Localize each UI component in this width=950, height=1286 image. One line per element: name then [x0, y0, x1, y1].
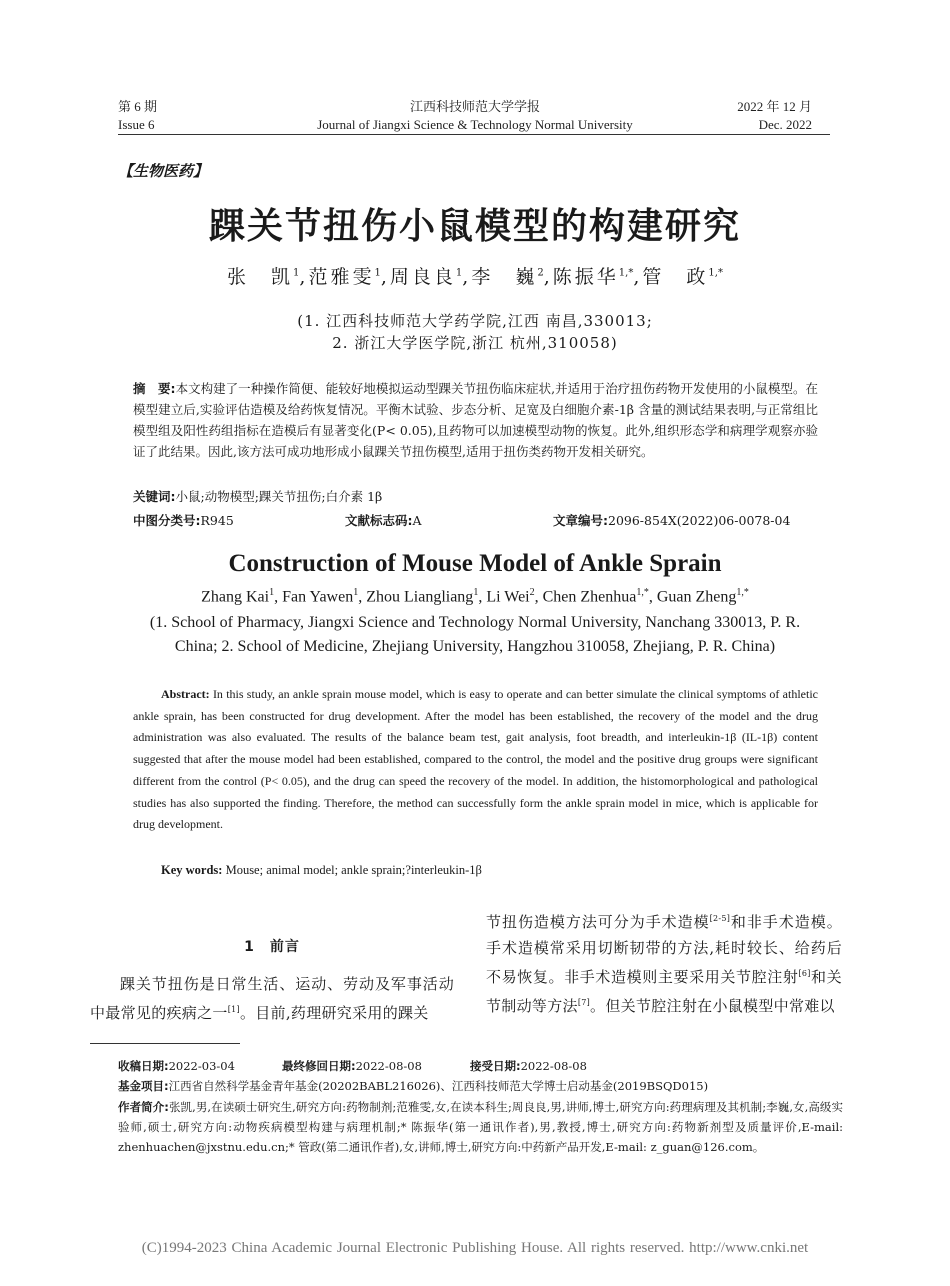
accepted-label: 接受日期: — [470, 1059, 521, 1073]
affiliation-cn-line-1: (1. 江西科技师范大学药学院,江西 南昌,330013; — [297, 312, 653, 330]
author-cn: 管 政 — [642, 266, 709, 288]
abstract-en-text: In this study, an ankle sprain mouse model, which is easy to operate and can better simulate the clinical symptoms of athletic ankle sprain, has been constructed for drug development. After the model has been established, the recovery of the model and the drug administration was also evaluated. The results of the balance beam test, gait analysis, foot breadth, and interleukin-1β (IL-1β) content suggested that after the mouse model had been established, compared to the control, the model and the positive drug groups were significant different from the control (P< 0.05), and the drug can speed the recovery of the model. In addition, the histomorphological and pathological studies has also supported the finding. Therefore, the method can successfully form the ankle sprain model in mice, which is applicable for drug development. — [133, 687, 819, 832]
date-en: Dec. 2022 — [758, 117, 812, 132]
author-sup: 2 — [537, 267, 544, 279]
bio-text: 张凯,男,在读硕士研究生,研究方向:药物制剂;范雅雯,女,在读本科生;周良良,男,讲师,博士,研究方向:药理病理及其机制;李巍,女,高级实验师,硕士,研究方向:动物疾病模型构建与病理机制;* 陈振华(第一通讯作者),男,教授,博士,研究方向:药物新剂型及质量评价,E-mail: zhenhuachen@jxstnu.edu.cn;* 管政(第二通讯作者),女,讲师,博士,研究方向:中药新产品开发,E-mail: z_guan@126.com。 — [118, 1100, 843, 1154]
body-text: 。但关节腔注射在小鼠模型中常难以 — [590, 997, 835, 1015]
revised-date — [282, 1056, 422, 1076]
footnote-rule — [90, 1043, 240, 1044]
author-sup: 1 — [455, 267, 463, 279]
author-en: Chen Zhenhua — [542, 588, 637, 606]
keywords-en-label: Key words: — [161, 863, 223, 877]
body-text: 和非手术造模。手术造模常采用切断韧带的方法,耗时较长、给药后不易恢复。非手术造模则主要采用关节腔注射 — [486, 913, 842, 986]
author-en: Zhang Kai — [201, 588, 270, 606]
accepted-date — [470, 1056, 587, 1076]
body-text: 踝关节扭伤是日常生活、运动、劳动及军事活动中最常见的疾病之一 — [90, 975, 454, 1022]
doc-value: A — [412, 513, 422, 528]
author-en: Zhou Liangliang — [366, 588, 474, 606]
article-value: 2096-854X(2022)06-0078-04 — [608, 513, 791, 528]
accepted-value: 2022-08-08 — [520, 1059, 587, 1073]
abstract-en-label: Abstract: — [161, 687, 210, 701]
abstract-en — [133, 684, 818, 836]
author-en: Fan Yawen — [282, 588, 354, 606]
keywords-en — [161, 860, 821, 880]
author-sup: 1,* — [708, 267, 723, 279]
author-cn: 周良良 — [389, 266, 456, 288]
affiliation-cn — [0, 310, 950, 354]
header-rule — [118, 134, 830, 135]
footnote-author-bio — [118, 1097, 843, 1157]
journal-cn: 江西科技师范大学学报 — [409, 99, 540, 114]
clc-value: R945 — [200, 513, 234, 528]
document-code — [345, 511, 422, 531]
received-value: 2022-03-04 — [168, 1059, 235, 1073]
body-right-column — [486, 906, 842, 1019]
title-cn: 踝关节扭伤小鼠模型的构建研究 — [208, 206, 741, 247]
revised-label: 最终修回日期: — [282, 1059, 356, 1073]
keywords-en-text: Mouse; animal model; ankle sprain;?interleukin-1β — [225, 863, 482, 877]
citation: [1] — [227, 1005, 240, 1014]
author-sup: 1 — [473, 587, 479, 598]
author-en: Guan Zheng — [656, 588, 737, 606]
citation: [2-5] — [709, 914, 731, 923]
authors-cn: 张 凯$^1$,范雅雯$^1$,周良良$^1$,李 巍$^2$,陈振华$^{1,*}$,管 政$^{1,*}$ — [227, 266, 723, 288]
author-sup: 1 — [293, 267, 300, 279]
bio-label: 作者简介: — [118, 1100, 169, 1114]
received-label: 收稿日期: — [118, 1059, 169, 1073]
author-sup: 1 — [269, 587, 275, 598]
revised-value: 2022-08-08 — [355, 1059, 422, 1073]
body-text: 节扭伤造模方法可分为手术造模 — [486, 913, 710, 931]
title-en: Construction of Mouse Model of Ankle Sprain — [228, 550, 722, 577]
abstract-cn — [133, 378, 818, 462]
citation: [6] — [798, 969, 811, 978]
author-sup: 1 — [353, 587, 359, 598]
author-sup: 1 — [374, 267, 381, 279]
affiliation-cn-line-2: 2. 浙江大学医学院,浙江 杭州,310058) — [332, 334, 618, 352]
author-sup: 2 — [529, 587, 535, 598]
section-heading-introduction: 1 前言 — [244, 939, 300, 955]
citation: [7] — [577, 998, 591, 1007]
footnote-fund — [118, 1076, 843, 1096]
article-label: 文章编号: — [553, 513, 608, 528]
author-cn: 李 巍 — [471, 266, 538, 288]
clc-number — [133, 511, 234, 531]
author-cn: 张 凯 — [227, 266, 294, 288]
journal-en: Journal of Jiangxi Science & Technology Normal University — [317, 117, 633, 132]
author-sup: 1,* — [736, 587, 749, 598]
affiliation-en: (1. School of Pharmacy, Jiangxi Science and Technology Normal University, Nanchang 330013, P. R. China; 2. School of Medicine, Zhejiang University, Hangzhou 310058, Zhejiang, P. R. China) — [149, 614, 801, 655]
abstract-cn-text: 本文构建了一种操作简便、能较好地模拟运动型踝关节扭伤临床症状,并适用于治疗扭伤药物开发使用的小鼠模型。在模型建立后,实验评估造模及给药恢复情况。平衡木试验、步态分析、足宽及白细胞介素-1β 含量的测试结果表明,与正常组比模型组及阳性药组指标在造模后有显著变化(P< 0.05),且药物可以加速模型动物的恢复。此外,组织形态学和病理学观察亦验证了此结果。因此,该方法可成功地形成小鼠踝关节扭伤模型,适用于扭伤类药物开发相关研究。 — [133, 381, 818, 459]
doc-label: 文献标志码: — [345, 513, 413, 528]
received-date — [118, 1056, 235, 1076]
date-cn: 2022 年 12 月 — [737, 99, 812, 114]
keywords-cn-label: 关键词: — [133, 489, 176, 504]
keywords-cn — [133, 486, 818, 507]
author-en: Li Wei — [486, 588, 530, 606]
body-left-column — [90, 971, 454, 1026]
body-text: 。目前,药理研究采用的踝关 — [239, 1004, 429, 1022]
section-tag: 【生物医药】 — [118, 162, 209, 180]
author-cn: 范雅雯 — [308, 266, 375, 288]
keywords-cn-text: 小鼠;动物模型;踝关节扭伤;白介素 1β — [175, 489, 383, 504]
issue-cn: 第 6 期 — [118, 99, 158, 114]
issue-en: Issue 6 — [118, 117, 155, 132]
running-header-issue — [118, 98, 157, 134]
author-sup: 1,* — [618, 267, 634, 279]
authors-en: Zhang Kai$^1$, Fan Yawen$^1$, Zhou Liangliang$^1$, Li Wei$^2$, Chen Zhenhua$^{1,*}$, Guan Zheng$^{1,*}$ — [201, 587, 749, 606]
author-cn: 陈振华 — [552, 266, 619, 288]
abstract-cn-label: 摘 要: — [133, 381, 176, 396]
clc-label: 中图分类号: — [133, 513, 201, 528]
body-text: 和关节制动等方法 — [486, 968, 842, 1015]
fund-text: 江西省自然科学基金青年基金(20202BABL216026)、江西科技师范大学博士启动基金(2019BSQD015) — [168, 1079, 709, 1093]
article-number — [553, 511, 790, 531]
running-header-date — [737, 98, 812, 134]
copyright-line: (C)1994-2023 China Academic Journal Electronic Publishing House. All rights reserved. http://www.cnki.net — [141, 1240, 809, 1256]
running-header-journal — [250, 98, 700, 134]
fund-label: 基金项目: — [118, 1079, 169, 1093]
author-sup: 1,* — [636, 587, 649, 598]
